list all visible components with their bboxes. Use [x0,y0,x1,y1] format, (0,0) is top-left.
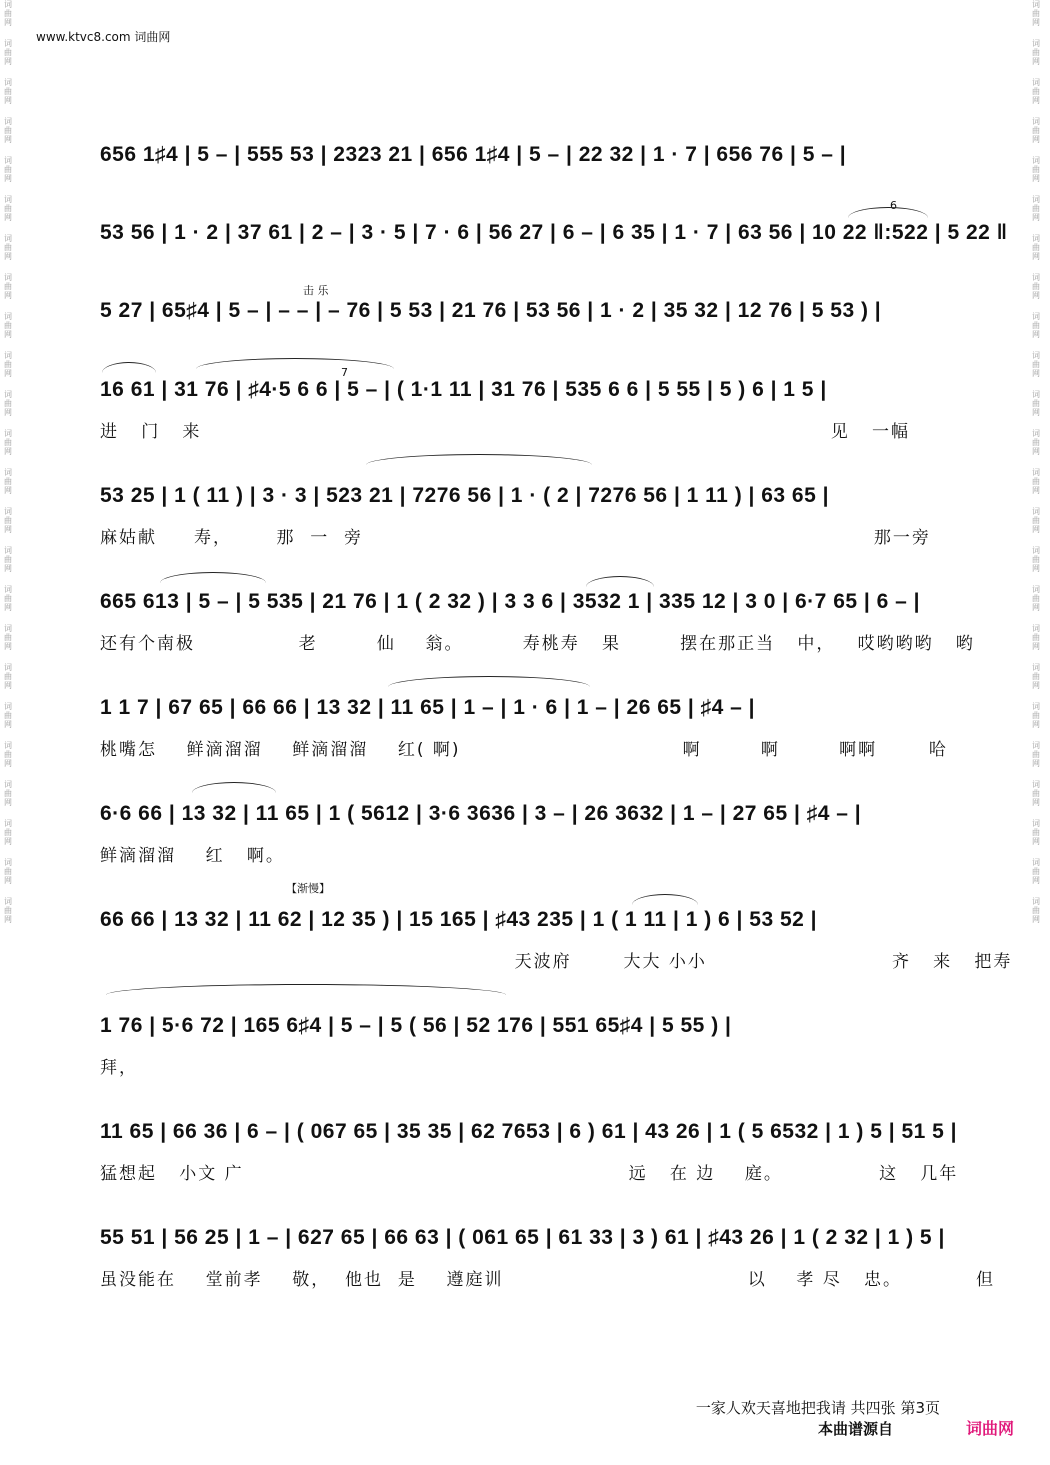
score-line-8: 6·6 66 | 13 32 | 11 65 | 1 ( 5612 | 3·6 3636 | 3 – | 26 3632 | 1 – | 27 65 | ♯4 – | [100,802,862,825]
score-line-11: 11 65 | 66 36 | 6 – | ( 067 65 | 35 35 | 62 7653 | 6 ) 61 | 43 26 | 1 ( 5 6532 | 1 ) 5 | 51 5 | [100,1120,958,1143]
percussion-mark: 击 乐 [303,284,329,297]
grace-mark: 7 [341,366,348,379]
slur [388,676,590,687]
slur [102,362,156,373]
page-footer-title: 一家人欢天喜地把我请 共四张 第3页 [695,1399,940,1417]
lyric-line-6: 还有个南极 老 仙 翁。 寿桃寿 果 摆在那正当 中， 哎哟哟哟 哟 [100,634,975,654]
watermark-left: 词曲网 词曲网 词曲网 词曲网 词曲网 词曲网 词曲网 词曲网 词曲网 词曲网 词曲网 词曲网 词曲网 词曲网 词曲网 词曲网 词曲网 词曲网 词曲网 词曲网 词曲网 词曲网 词曲网 词曲网 [4,0,12,924]
slur [632,894,698,905]
lyric-line-7: 桃嘴怎 鲜滴溜溜 鲜滴溜溜 红( 啊) 啊 啊 啊啊 哈 [100,740,948,760]
score-line-9: 66 66 | 13 32 | 11 62 | 12 35 ) | 15 165 | ♯43 235 | 1 ( 1 11 | 1 ) 6 | 53 52 | [100,908,818,931]
score-line-7: 1 1 7 | 67 65 | 66 66 | 13 32 | 11 65 | 1 – | 1 · 6 | 1 – | 26 65 | ♯4 – | [100,696,756,719]
lyric-line-5: 麻姑献 寿， 那 一 旁 那一旁 [100,528,931,548]
lyric-line-9: 天波府 大大 小小 齐 来 把寿 [100,952,1013,972]
score-line-12: 55 51 | 56 25 | 1 – | 627 65 | 66 63 | ( 061 65 | 61 33 | 3 ) 61 | ♯43 26 | 1 ( 2 32 | 1 ) 5 | [100,1226,945,1249]
lyric-line-10: 拜， [100,1058,138,1078]
score-line-2: 53 56 | 1 · 2 | 37 61 | 2 – | 3 · 5 | 7 · 6 | 56 27 | 6 – | 6 35 | 1 · 7 | 63 56 | 10 22 ‖:522 | 5 22 ‖ [100,221,1008,244]
slur [586,576,654,587]
slur [848,207,928,218]
score-line-10: 1 76 | 5·6 72 | 165 6♯4 | 5 – | 5 ( 56 | 52 176 | 551 65♯4 | 5 55 ) | [100,1014,732,1037]
slur [366,454,592,465]
slur [106,984,506,995]
score-line-3: 5 27 | 65♯4 | 5 – | – – | – 76 | 5 53 | 21 76 | 53 56 | 1 · 2 | 35 32 | 12 76 | 5 53 ) | [100,299,882,322]
lyric-line-12: 虽没能在 堂前孝 敬， 他也 是 遵庭训 以 孝 尽 忠。 但 [100,1270,996,1290]
watermark-right: 词曲网 词曲网 词曲网 词曲网 词曲网 词曲网 词曲网 词曲网 词曲网 词曲网 词曲网 词曲网 词曲网 词曲网 词曲网 词曲网 词曲网 词曲网 词曲网 词曲网 词曲网 词曲网 词曲网 词曲网 [1032,0,1040,924]
slur [196,358,394,369]
score-line-4: 16 61 | 31 76 | ♯4·5 6 6 | 5 – | ( 1·1 11 | 31 76 | 535 6 6 | 5 55 | 5 ) 6 | 1 5 | [100,378,827,401]
lyric-line-4: 进 门 来 见 一幅 [100,422,910,442]
lyric-line-11: 猛想起 小文 广 远 在 边 庭。 这 几年 [100,1164,959,1184]
score-line-6: 665 613 | 5 – | 5 535 | 21 76 | 1 ( 2 32 ) | 3 3 6 | 3532 1 | 335 12 | 3 0 | 6·7 65 | 6 – | [100,590,920,613]
score-line-1: 656 1♯4 | 5 – | 555 53 | 2323 21 | 656 1♯4 | 5 – | 22 32 | 1 · 7 | 656 76 | 5 – | [100,143,847,166]
slur [192,782,276,793]
tempo-mark-ritardando: 【渐慢】 [286,882,330,895]
score-line-5: 53 25 | 1 ( 11 ) | 3 · 3 | 523 21 | 7276 56 | 1 · ( 2 | 7276 56 | 1 11 ) | 63 65 | [100,484,829,507]
lyric-line-8: 鲜滴溜溜 红 啊。 [100,846,285,866]
site-logo[interactable]: 词曲网 [966,1419,1015,1438]
slur [160,572,266,583]
tuplet-mark: 6 [890,199,897,212]
site-url[interactable]: www.ktvc8.com 词曲网 [36,30,171,44]
source-label: 本曲谱源自 [818,1420,894,1438]
